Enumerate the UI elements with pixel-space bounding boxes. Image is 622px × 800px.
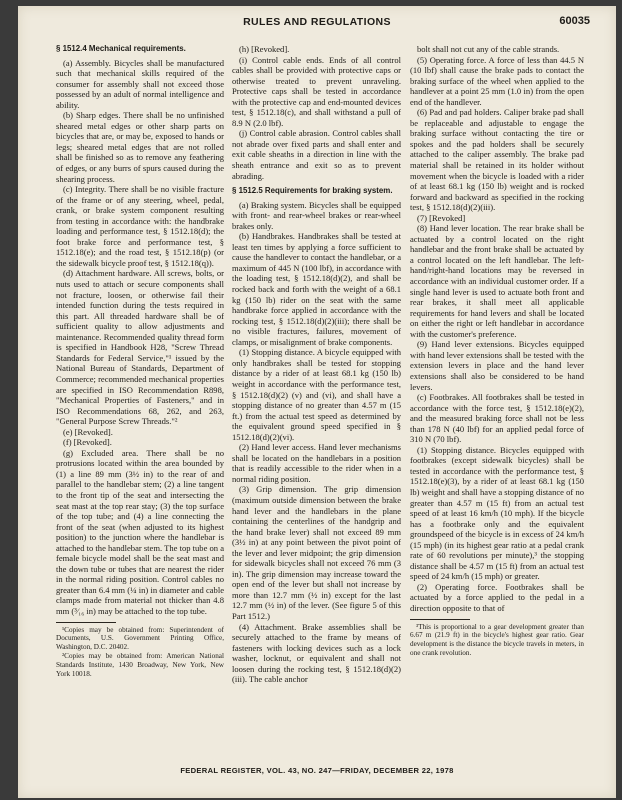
paragraph: (5) Operating force. A force of less than 44.5 N (10 lbf) shall cause the brake pads to contact the braking surface of the wheel when applied to the handlever at a point 25 mm (1.0 in) from the open end of the handlever. [410, 54, 584, 107]
paragraph: (i) Control cable ends. Ends of all control cables shall be provided with protective caps or otherwise treated to prevent unraveling. Protective caps shall be tested in accordance with the protective cap and end-mounted devices test, § 1512.18(c), and shall withstand a pull of 8.9 N (2.0 lbf). [232, 54, 401, 128]
paragraph: (6) Pad and pad holders. Caliper brake pad shall be replaceable and adjustable to engage the braking surface without contacting the tire or spokes and the pad holders shall be securely attached to the caliper assembly. The brake pad material shall be retained in its holder without movement when the bicycle is loaded with a rider of at least 68.1 kg (150 lb) weight and is rocked forward and backward as specified in the rocking test, § 1512.18(d)(2)(iii). [410, 107, 584, 213]
page-number: 60035 [559, 15, 590, 27]
footnote-divider [410, 619, 470, 620]
paragraph: (c) Footbrakes. All footbrakes shall be tested in accordance with the force test, § 1512.18(e)(2), and the measured braking force shall not be less than 178 N (40 lbf) for an applied pedal force of 310 N (70 lbf). [410, 392, 584, 445]
paragraph: (2) Operating force. Footbrakes shall be actuated by a force applied to the pedal in a direction opposite to that of [410, 581, 584, 613]
paragraph: (2) Hand lever access. Hand lever mechanisms shall be located on the handlebars in a position that is readily accessible to the rider when in a normal riding position. [232, 442, 401, 484]
paragraph: (b) Handbrakes. Handbrakes shall be tested at least ten times by applying a force sufficient to cause the handlever to contact the handlebar, or a maximum of 445 N (100 lbf), in accordance with the loading test, § 1512.18(d)(2), and shall be rocked back and forth with the weight of a 68.1 kg (150 lb) rider on the seat with the same handbrake force applied in accordance with the rocking test, § 1512.18(d)(2)(iii); there shall be no visible fractures, failures, movement of clamps, or misalignment of brake components. [232, 231, 401, 347]
paragraph: bolt shall not cut any of the cable strands. [417, 44, 560, 54]
running-head: RULES AND REGULATIONS [243, 16, 391, 28]
document-page [18, 6, 616, 798]
column-3 [410, 44, 584, 750]
paragraph: (8) Hand lever location. The rear brake shall be actuated by a control located on the right handlebar and the front brake shall be actuated by a control located on the left handlebar. The left-hand/right-hand locations may be reversed in accordance with an individual customer order. If a single hand lever is used to actuate both front and rear brakes, it shall meet all applicable requirements for hand levers and shall be located on either the right or left handlebar in accordance with the customer's preference. [410, 223, 584, 339]
footnote: ²Copies may be obtained from: American National Standards Institute, 1430 Broadway, New York, New York 10018. [56, 651, 224, 678]
section-heading: § 1512.5 Requirements for braking system. [232, 186, 393, 196]
column-1 [56, 44, 224, 750]
footnote: ¹Copies may be obtained from: Superintendent of Documents, U.S. Government Printing Office, Washington, D.C. 20402. [56, 625, 224, 652]
paragraph: (1) Stopping distance. A bicycle equipped with only handbrakes shall be tested for stopping distance by a rider of at least 68.1 kg (150 lb) weight in accordance with the performance test, § 1512.18(d)(2) (v) and (vi), and shall have a stopping distance of no greater than 4.57 m (15 ft.) from the actual test speed as determined by the equivalent ground speed specified in § 1512.18(d)(2)(vi). [232, 347, 401, 442]
paragraph: (4) Attachment. Brake assemblies shall be securely attached to the frame by means of fasteners with locking devices such as a lock washer, locknut, or equivalent and shall not loosen during the rocking test, § 1512.18(d)(2)(iii). The cable anchor [232, 621, 401, 685]
paragraph: (a) Assembly. Bicycles shall be manufactured such that mechanical skills required of the consumer for assembly shall not exceed those possessed by an adult of normal intelligence and ability. [56, 57, 224, 110]
paragraph: (e) [Revoked]. [63, 426, 113, 437]
paragraph: (c) Integrity. There shall be no visible fracture of the frame or of any steering, wheel, pedal, crank, or brake system component resulting from testing in accordance with: the handbrake loading and performance test, § 1512.18(d); the foot brake force and performance test, § 1512.18(e); and the road test, § 1512.18(p) (or the sidewalk bicycle proof test, § 1512.18(q)). [56, 184, 224, 268]
page-footer: FEDERAL REGISTER, VOL. 43, NO. 247—FRIDAY, DECEMBER 22, 1978 [180, 766, 454, 775]
paragraph: (3) Grip dimension. The grip dimension (maximum outside dimension between the brake hand lever and the handlebars in the plane containing the centerlines of the handgrip and the hand brake lever) shall not exceed 89 mm (3½ in) at any point between the pivot point of the lever and lever midpoint; the grip dimension for sidewalk bicycles shall not exceed 76 mm (3 in). The grip dimension may increase toward the open end of the lever but shall not increase by more than 12.7 mm (½ in) except for the last 12.7 mm (½ in) of the lever. (See figure 5 of this Part 1512.) [232, 484, 401, 621]
paragraph: (a) Braking system. Bicycles shall be equipped with front- and rear-wheel brakes or rear-wheel brakes only. [232, 199, 401, 231]
paragraph: (f) [Revoked]. [63, 437, 112, 448]
paragraph: (g) Excluded area. There shall be no protrusions located within the area bounded by (1) a line 89 mm (3½ in) to the rear of and parallel to the handlebar stem; (2) a line tangent to the front tip of the seat and intersecting the seat mast at the top rear stay; (3) the top surface of the top tube; and (4) a line connecting the front of the seat (when adjusted to its highest position) to the junction where the handlebar is attached to the handlebar stem. The top tube on a female bicycle model shall be the seat mast and the down tube or tubes that are nearest the rider in the normal riding position. Control cables no greater than 6.4 mm (¼ in) in diameter and cable clamps made from material not thicker than 4.8 mm (³⁄₁₆ in) may be attached to the top tube. [56, 447, 224, 616]
footnote-divider [56, 622, 116, 623]
paragraph: (d) Attachment hardware. All screws, bolts, or nuts used to attach or secure components shall not fracture, loosen, or otherwise fail their intended function during the tests required in this part. All threaded hardware shall be of sufficient quality to allow adjustments and maintenance. Recommended quality thread form is specified in Handbook H28, "Screw Thread Standards for Federal Service,"¹ issued by the National Bureau of Standards, Department of Commerce; recommended mechanical properties are specified in ISO Recommendation R898, "Mechanical Properties of Fasteners," and in ISO Recommendations 68, 262, and 263, "General Purpose Screw Threads."² [56, 268, 224, 427]
footnote: ³This is proportional to a gear development greater than 6.67 m (21.9 ft) in the bicycle's highest gear ratio. Gear development is the distance the bicycle travels in meters, in one crank revolution. [410, 622, 584, 657]
section-heading: § 1512.4 Mechanical requirements. [56, 44, 186, 53]
paragraph: (7) [Revoked] [417, 212, 466, 223]
paragraph: (j) Control cable abrasion. Control cables shall not abrade over fixed parts and shall enter and exit cable sheaths in a direction in line with the sheath entrance and exit so as to prevent abrading. [232, 128, 401, 181]
paragraph: (9) Hand lever extensions. Bicycles equipped with hand lever extensions shall be tested with the extension levers in place and the hand lever extensions shall also be considered to be hand levers. [410, 339, 584, 392]
paragraph: (b) Sharp edges. There shall be no unfinished sheared metal edges or other sharp parts on bicycles that are, or may be, exposed to hands or legs; sheared metal edges that are not rolled shall be finished so as to remove any feathering of edges, or any burrs of spurs caused during the shearing process. [56, 110, 224, 184]
paragraph: (1) Stopping distance. Bicycles equipped with footbrakes (except sidewalk bicycles) shall be tested in accordance with the performance test, § 1512.18(e)(3), by a rider of at least 68.1 kg (150 lb) weight and shall have a stopping distance of no greater than 4.57 m (15 ft) from an actual test speed of at least 16 km/h (10 mph). If the bicycle has a footbrake only and the equivalent groundspeed of the bicycle is in excess of 24 km/h (15 mph) (in its highest gear ratio at a pedal crank rate of 60 revolutions per minute),³ the stopping distance shall be 4.57 m (15 ft) from an actual test speed of 24 km/h (15 mph) or greater. [410, 444, 584, 582]
page-header [18, 6, 616, 36]
paragraph: (h) [Revoked]. [239, 44, 290, 54]
column-2 [232, 44, 401, 750]
